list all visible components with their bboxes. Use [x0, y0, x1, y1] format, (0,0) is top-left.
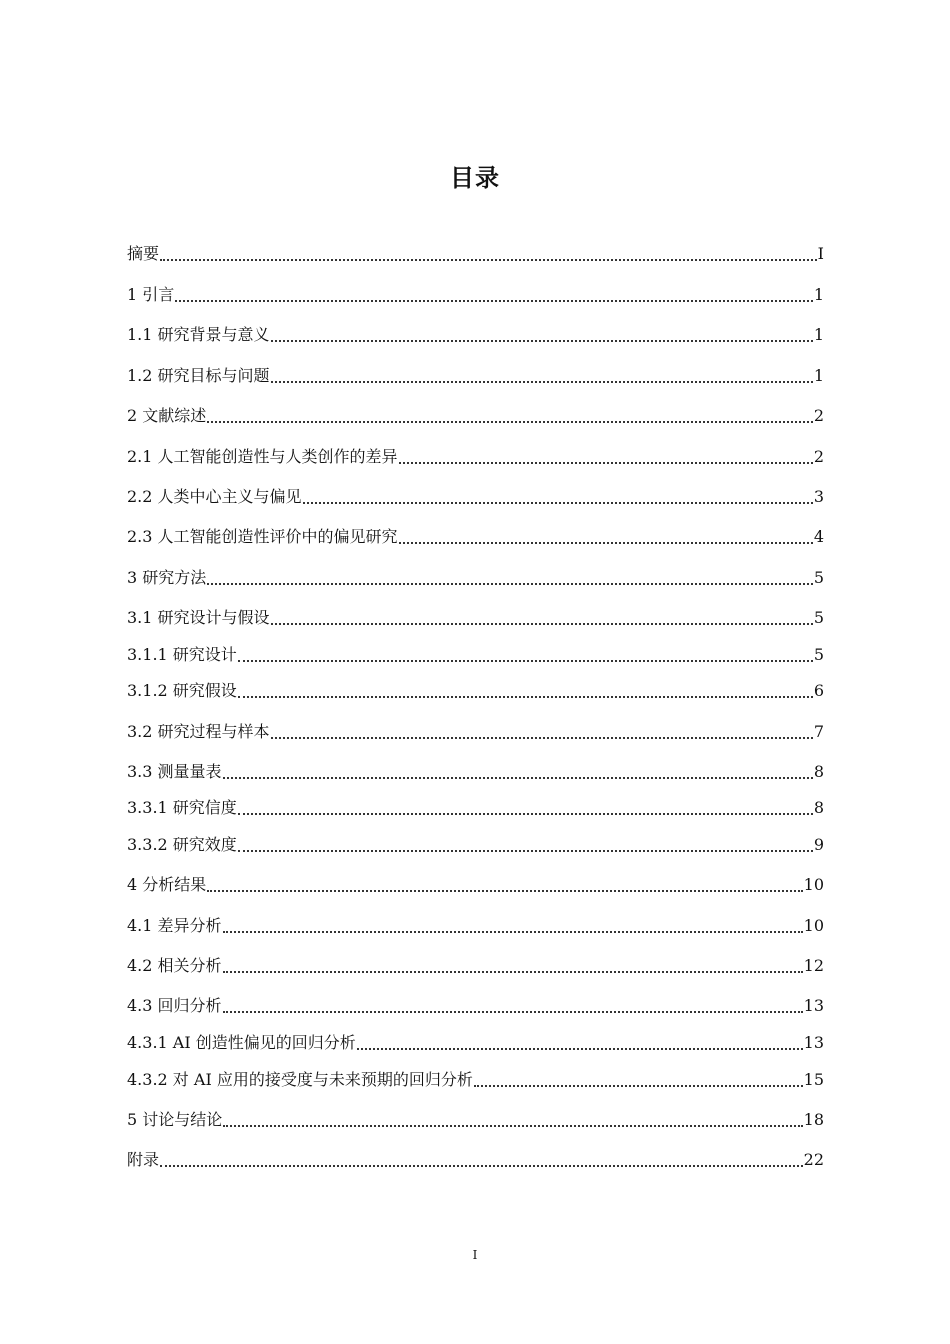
toc-leader-dots	[303, 485, 813, 509]
toc-entry-page: 1	[813, 366, 824, 385]
toc-entry-title: 3.3 测量量表	[127, 760, 222, 784]
toc-entry[interactable]	[127, 606, 824, 630]
toc-entry-title: 3.3.2 研究效度	[127, 833, 237, 857]
toc-leader-dots	[223, 994, 803, 1018]
toc-entry-page: 8	[813, 798, 824, 817]
toc-entry[interactable]	[127, 796, 824, 820]
toc-entry[interactable]	[127, 1108, 824, 1132]
toc-entry[interactable]	[127, 873, 824, 897]
toc-entry-title: 2.1 人工智能创造性与人类创作的差异	[127, 445, 398, 469]
toc-leader-dots	[271, 606, 813, 630]
toc-entry[interactable]	[127, 679, 824, 703]
toc-entry-title: 3.2 研究过程与样本	[127, 720, 270, 744]
toc-leader-dots	[474, 1068, 803, 1092]
toc-leader-dots	[238, 796, 813, 820]
toc-entry-title: 3.1.1 研究设计	[127, 643, 237, 667]
toc-entry-title: 4 分析结果	[127, 873, 206, 897]
toc-entry-title: 2.2 人类中心主义与偏见	[127, 485, 302, 509]
toc-leader-dots	[223, 914, 803, 938]
toc-entry-title: 4.1 差异分析	[127, 914, 222, 938]
toc-entry-page: 2	[813, 406, 824, 425]
toc-entry[interactable]	[127, 1148, 824, 1172]
toc-leader-dots	[238, 643, 813, 667]
toc-entry[interactable]	[127, 760, 824, 784]
toc-leader-dots	[271, 364, 813, 388]
toc-entry-title: 4.3.2 对 AI 应用的接受度与未来预期的回归分析	[127, 1068, 473, 1092]
toc-entry-page: 7	[813, 722, 824, 741]
toc-entry[interactable]	[127, 364, 824, 388]
toc-leader-dots	[357, 1031, 803, 1055]
toc-leader-dots	[160, 242, 817, 266]
toc-entry-title: 1.1 研究背景与意义	[127, 323, 270, 347]
toc-entry-title: 2 文献综述	[127, 404, 206, 428]
toc-entry-page: 13	[803, 1033, 824, 1052]
toc-entry-title: 摘要	[127, 242, 159, 266]
toc-entry[interactable]	[127, 994, 824, 1018]
toc-entry-page: 1	[813, 285, 824, 304]
toc-entry-page: 3	[813, 487, 824, 506]
toc-entry-page: 5	[813, 645, 824, 664]
toc-entry-title: 5 讨论与结论	[127, 1108, 222, 1132]
toc-entry[interactable]	[127, 323, 824, 347]
toc-leader-dots	[399, 445, 813, 469]
toc-entry-page: 4	[813, 527, 824, 546]
toc-entry[interactable]	[127, 566, 824, 590]
table-of-contents	[127, 0, 824, 1344]
toc-leader-dots	[175, 283, 813, 307]
toc-entry-title: 3.1 研究设计与假设	[127, 606, 270, 630]
toc-entry-title: 3.3.1 研究信度	[127, 796, 237, 820]
page-number: I	[472, 1248, 478, 1262]
toc-leader-dots	[271, 720, 813, 744]
toc-entry[interactable]	[127, 404, 824, 428]
toc-leader-dots	[399, 525, 813, 549]
toc-entry-title: 2.3 人工智能创造性评价中的偏见研究	[127, 525, 398, 549]
toc-entry-page: 10	[803, 875, 824, 894]
toc-entry-page: 1	[813, 325, 824, 344]
toc-entry-page: 13	[803, 996, 824, 1015]
toc-entry-page: 15	[803, 1070, 824, 1089]
toc-entry-title: 3 研究方法	[127, 566, 206, 590]
toc-leader-dots	[207, 404, 813, 428]
toc-entry[interactable]	[127, 914, 824, 938]
toc-entry-page: 10	[803, 916, 824, 935]
toc-entry[interactable]	[127, 720, 824, 744]
toc-entry[interactable]	[127, 954, 824, 978]
toc-entry-title: 1.2 研究目标与问题	[127, 364, 270, 388]
toc-entry[interactable]	[127, 643, 824, 667]
page-title: 目录	[450, 164, 500, 192]
toc-entry-page: 22	[803, 1150, 824, 1169]
toc-entry-page: I	[817, 244, 824, 263]
toc-leader-dots	[223, 954, 803, 978]
toc-entry[interactable]	[127, 283, 824, 307]
toc-entry[interactable]	[127, 833, 824, 857]
toc-entry[interactable]	[127, 525, 824, 549]
toc-entry-page: 8	[813, 762, 824, 781]
toc-entry-page: 12	[803, 956, 824, 975]
toc-entry[interactable]	[127, 485, 824, 509]
toc-entry-title: 4.3.1 AI 创造性偏见的回归分析	[127, 1031, 356, 1055]
toc-entry-page: 2	[813, 447, 824, 466]
toc-leader-dots	[223, 760, 813, 784]
toc-leader-dots	[160, 1148, 803, 1172]
toc-leader-dots	[223, 1108, 802, 1132]
toc-leader-dots	[238, 679, 813, 703]
toc-entry-title: 3.1.2 研究假设	[127, 679, 237, 703]
toc-entry[interactable]	[127, 445, 824, 469]
toc-entry-title: 4.2 相关分析	[127, 954, 222, 978]
toc-entry[interactable]	[127, 1031, 824, 1055]
toc-entry-page: 5	[813, 608, 824, 627]
toc-entry-title: 附录	[127, 1148, 159, 1172]
toc-entry[interactable]	[127, 1068, 824, 1092]
toc-entry[interactable]	[127, 242, 824, 266]
toc-leader-dots	[238, 833, 813, 857]
toc-leader-dots	[207, 873, 802, 897]
toc-entry-page: 5	[813, 568, 824, 587]
toc-leader-dots	[271, 323, 813, 347]
toc-entry-title: 1 引言	[127, 283, 174, 307]
toc-entry-page: 6	[813, 681, 824, 700]
toc-entry-title: 4.3 回归分析	[127, 994, 222, 1018]
toc-entry-page: 18	[803, 1110, 824, 1129]
toc-leader-dots	[207, 566, 813, 590]
toc-entry-page: 9	[813, 835, 824, 854]
